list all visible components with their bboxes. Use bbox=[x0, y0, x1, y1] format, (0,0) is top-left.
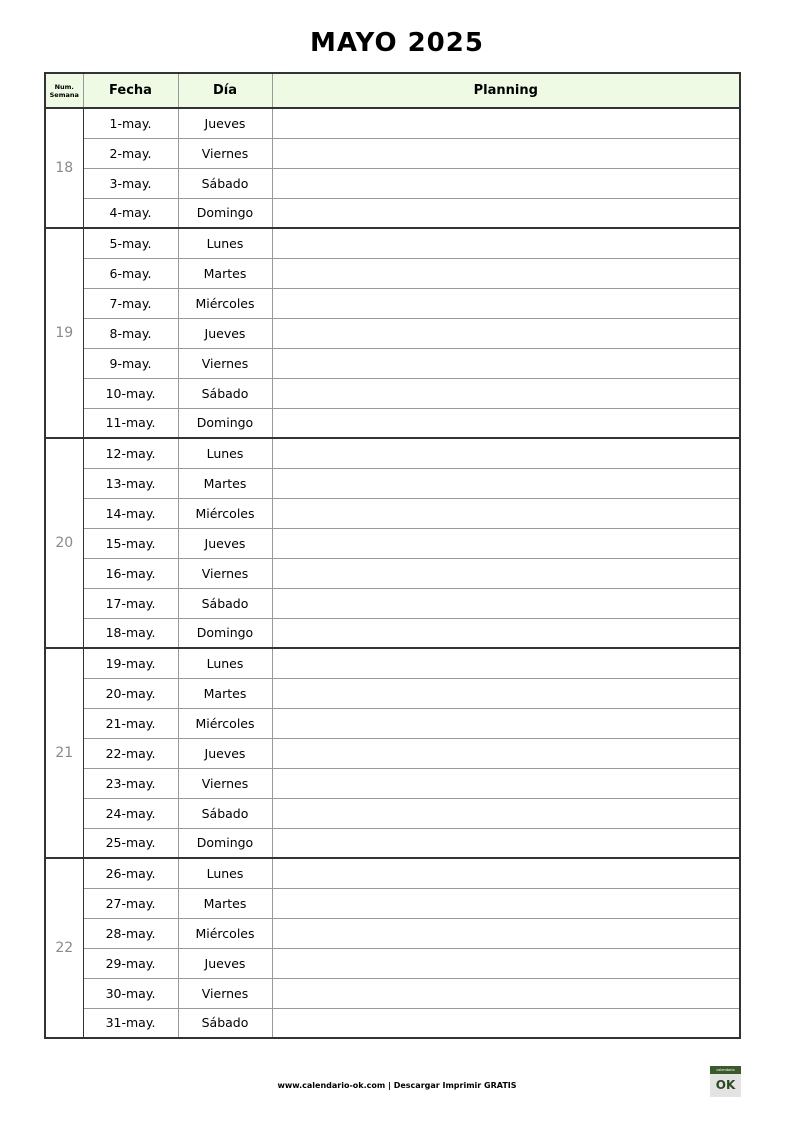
week-number: 19 bbox=[45, 228, 83, 438]
table-row bbox=[45, 558, 740, 588]
table-row bbox=[45, 678, 740, 708]
footer-text: www.calendario-ok.com | Descargar Imprimir GRATIS bbox=[277, 1081, 517, 1090]
table-row bbox=[45, 978, 740, 1008]
table-row bbox=[45, 708, 740, 738]
day-cell: Martes bbox=[178, 678, 272, 708]
table-row bbox=[45, 588, 740, 618]
day-cell: Sábado bbox=[178, 798, 272, 828]
day-cell: Viernes bbox=[178, 768, 272, 798]
date-cell: 18-may. bbox=[83, 618, 178, 648]
week-number: 22 bbox=[45, 858, 83, 1038]
week-number: 20 bbox=[45, 438, 83, 648]
table-row bbox=[45, 228, 740, 258]
day-cell: Jueves bbox=[178, 528, 272, 558]
planning-cell[interactable] bbox=[272, 888, 740, 918]
planning-cell[interactable] bbox=[272, 138, 740, 168]
day-cell: Sábado bbox=[178, 378, 272, 408]
planning-cell[interactable] bbox=[272, 468, 740, 498]
table-row bbox=[45, 648, 740, 678]
table-row bbox=[45, 858, 740, 888]
table-row bbox=[45, 468, 740, 498]
planning-cell[interactable] bbox=[272, 438, 740, 468]
day-cell: Martes bbox=[178, 468, 272, 498]
table-row bbox=[45, 198, 740, 228]
day-cell: Miércoles bbox=[178, 498, 272, 528]
table-row bbox=[45, 378, 740, 408]
day-cell: Martes bbox=[178, 258, 272, 288]
table-row bbox=[45, 918, 740, 948]
planning-cell[interactable] bbox=[272, 918, 740, 948]
planning-table bbox=[44, 72, 741, 1039]
day-cell: Sábado bbox=[178, 168, 272, 198]
header-planning: Planning bbox=[272, 73, 740, 108]
date-cell: 7-may. bbox=[83, 288, 178, 318]
page-title: MAYO 2025 bbox=[310, 28, 484, 58]
planning-cell[interactable] bbox=[272, 528, 740, 558]
table-row bbox=[45, 1008, 740, 1038]
day-cell: Sábado bbox=[178, 588, 272, 618]
date-cell: 9-may. bbox=[83, 348, 178, 378]
day-cell: Domingo bbox=[178, 198, 272, 228]
planning-cell[interactable] bbox=[272, 258, 740, 288]
day-cell: Jueves bbox=[178, 318, 272, 348]
planning-cell[interactable] bbox=[272, 198, 740, 228]
date-cell: 4-may. bbox=[83, 198, 178, 228]
date-cell: 13-may. bbox=[83, 468, 178, 498]
table-row bbox=[45, 768, 740, 798]
day-cell: Lunes bbox=[178, 438, 272, 468]
planning-cell[interactable] bbox=[272, 288, 740, 318]
date-cell: 12-may. bbox=[83, 438, 178, 468]
date-cell: 2-may. bbox=[83, 138, 178, 168]
planning-cell[interactable] bbox=[272, 738, 740, 768]
table-row bbox=[45, 948, 740, 978]
date-cell: 5-may. bbox=[83, 228, 178, 258]
planning-cell[interactable] bbox=[272, 378, 740, 408]
planning-cell[interactable] bbox=[272, 768, 740, 798]
date-cell: 17-may. bbox=[83, 588, 178, 618]
day-cell: Viernes bbox=[178, 348, 272, 378]
date-cell: 21-may. bbox=[83, 708, 178, 738]
date-cell: 10-may. bbox=[83, 378, 178, 408]
table-row bbox=[45, 498, 740, 528]
header-week-number-line2: Semana bbox=[49, 90, 79, 99]
day-cell: Lunes bbox=[178, 228, 272, 258]
table-row bbox=[45, 138, 740, 168]
table-row bbox=[45, 408, 740, 438]
planning-cell[interactable] bbox=[272, 168, 740, 198]
table-row bbox=[45, 438, 740, 468]
day-cell: Viernes bbox=[178, 138, 272, 168]
day-cell: Martes bbox=[178, 888, 272, 918]
date-cell: 29-may. bbox=[83, 948, 178, 978]
date-cell: 26-may. bbox=[83, 858, 178, 888]
header-day: Día bbox=[178, 73, 272, 108]
planning-cell[interactable] bbox=[272, 558, 740, 588]
header-week-number-line1: Num. bbox=[54, 82, 74, 91]
table-row bbox=[45, 828, 740, 858]
date-cell: 20-may. bbox=[83, 678, 178, 708]
planning-cell[interactable] bbox=[272, 408, 740, 438]
day-cell: Sábado bbox=[178, 1008, 272, 1038]
day-cell: Lunes bbox=[178, 858, 272, 888]
table-row bbox=[45, 618, 740, 648]
planning-cell[interactable] bbox=[272, 498, 740, 528]
planning-cell[interactable] bbox=[272, 828, 740, 858]
day-cell: Miércoles bbox=[178, 708, 272, 738]
brand-logo bbox=[710, 1066, 741, 1097]
day-cell: Jueves bbox=[178, 948, 272, 978]
date-cell: 8-may. bbox=[83, 318, 178, 348]
planning-cell[interactable] bbox=[272, 1008, 740, 1038]
planning-cell[interactable] bbox=[272, 978, 740, 1008]
date-cell: 31-may. bbox=[83, 1008, 178, 1038]
date-cell: 22-may. bbox=[83, 738, 178, 768]
planning-cell[interactable] bbox=[272, 108, 740, 138]
day-cell: Jueves bbox=[178, 738, 272, 768]
table-row bbox=[45, 288, 740, 318]
table-row bbox=[45, 528, 740, 558]
week-number: 21 bbox=[45, 648, 83, 858]
date-cell: 27-may. bbox=[83, 888, 178, 918]
planning-cell[interactable] bbox=[272, 348, 740, 378]
table-row bbox=[45, 168, 740, 198]
planning-cell[interactable] bbox=[272, 708, 740, 738]
header-date: Fecha bbox=[83, 73, 178, 108]
day-cell: Viernes bbox=[178, 978, 272, 1008]
planning-cell[interactable] bbox=[272, 678, 740, 708]
date-cell: 1-may. bbox=[83, 108, 178, 138]
date-cell: 14-may. bbox=[83, 498, 178, 528]
day-cell: Domingo bbox=[178, 408, 272, 438]
date-cell: 19-may. bbox=[83, 648, 178, 678]
table-header-row bbox=[45, 73, 740, 108]
planning-cell[interactable] bbox=[272, 798, 740, 828]
logo-main-text: OK bbox=[715, 1078, 736, 1092]
day-cell: Domingo bbox=[178, 618, 272, 648]
day-cell: Lunes bbox=[178, 648, 272, 678]
header-week-number bbox=[45, 73, 83, 108]
day-cell: Miércoles bbox=[178, 918, 272, 948]
date-cell: 15-may. bbox=[83, 528, 178, 558]
date-cell: 25-may. bbox=[83, 828, 178, 858]
table-row bbox=[45, 888, 740, 918]
table-body bbox=[45, 108, 740, 1038]
table-row bbox=[45, 738, 740, 768]
planning-cell[interactable] bbox=[272, 858, 740, 888]
planning-cell[interactable] bbox=[272, 648, 740, 678]
logo-top-text: calendario bbox=[710, 1066, 741, 1074]
planning-cell[interactable] bbox=[272, 318, 740, 348]
table-row bbox=[45, 798, 740, 828]
day-cell: Jueves bbox=[178, 108, 272, 138]
date-cell: 23-may. bbox=[83, 768, 178, 798]
table-row bbox=[45, 108, 740, 138]
date-cell: 30-may. bbox=[83, 978, 178, 1008]
table-row bbox=[45, 348, 740, 378]
date-cell: 16-may. bbox=[83, 558, 178, 588]
day-cell: Domingo bbox=[178, 828, 272, 858]
date-cell: 6-may. bbox=[83, 258, 178, 288]
week-number: 18 bbox=[45, 108, 83, 228]
table-row bbox=[45, 258, 740, 288]
date-cell: 3-may. bbox=[83, 168, 178, 198]
planning-cell[interactable] bbox=[272, 948, 740, 978]
planning-cell[interactable] bbox=[272, 588, 740, 618]
planning-cell[interactable] bbox=[272, 228, 740, 258]
date-cell: 11-may. bbox=[83, 408, 178, 438]
date-cell: 28-may. bbox=[83, 918, 178, 948]
day-cell: Miércoles bbox=[178, 288, 272, 318]
table-row bbox=[45, 318, 740, 348]
date-cell: 24-may. bbox=[83, 798, 178, 828]
planning-cell[interactable] bbox=[272, 618, 740, 648]
day-cell: Viernes bbox=[178, 558, 272, 588]
